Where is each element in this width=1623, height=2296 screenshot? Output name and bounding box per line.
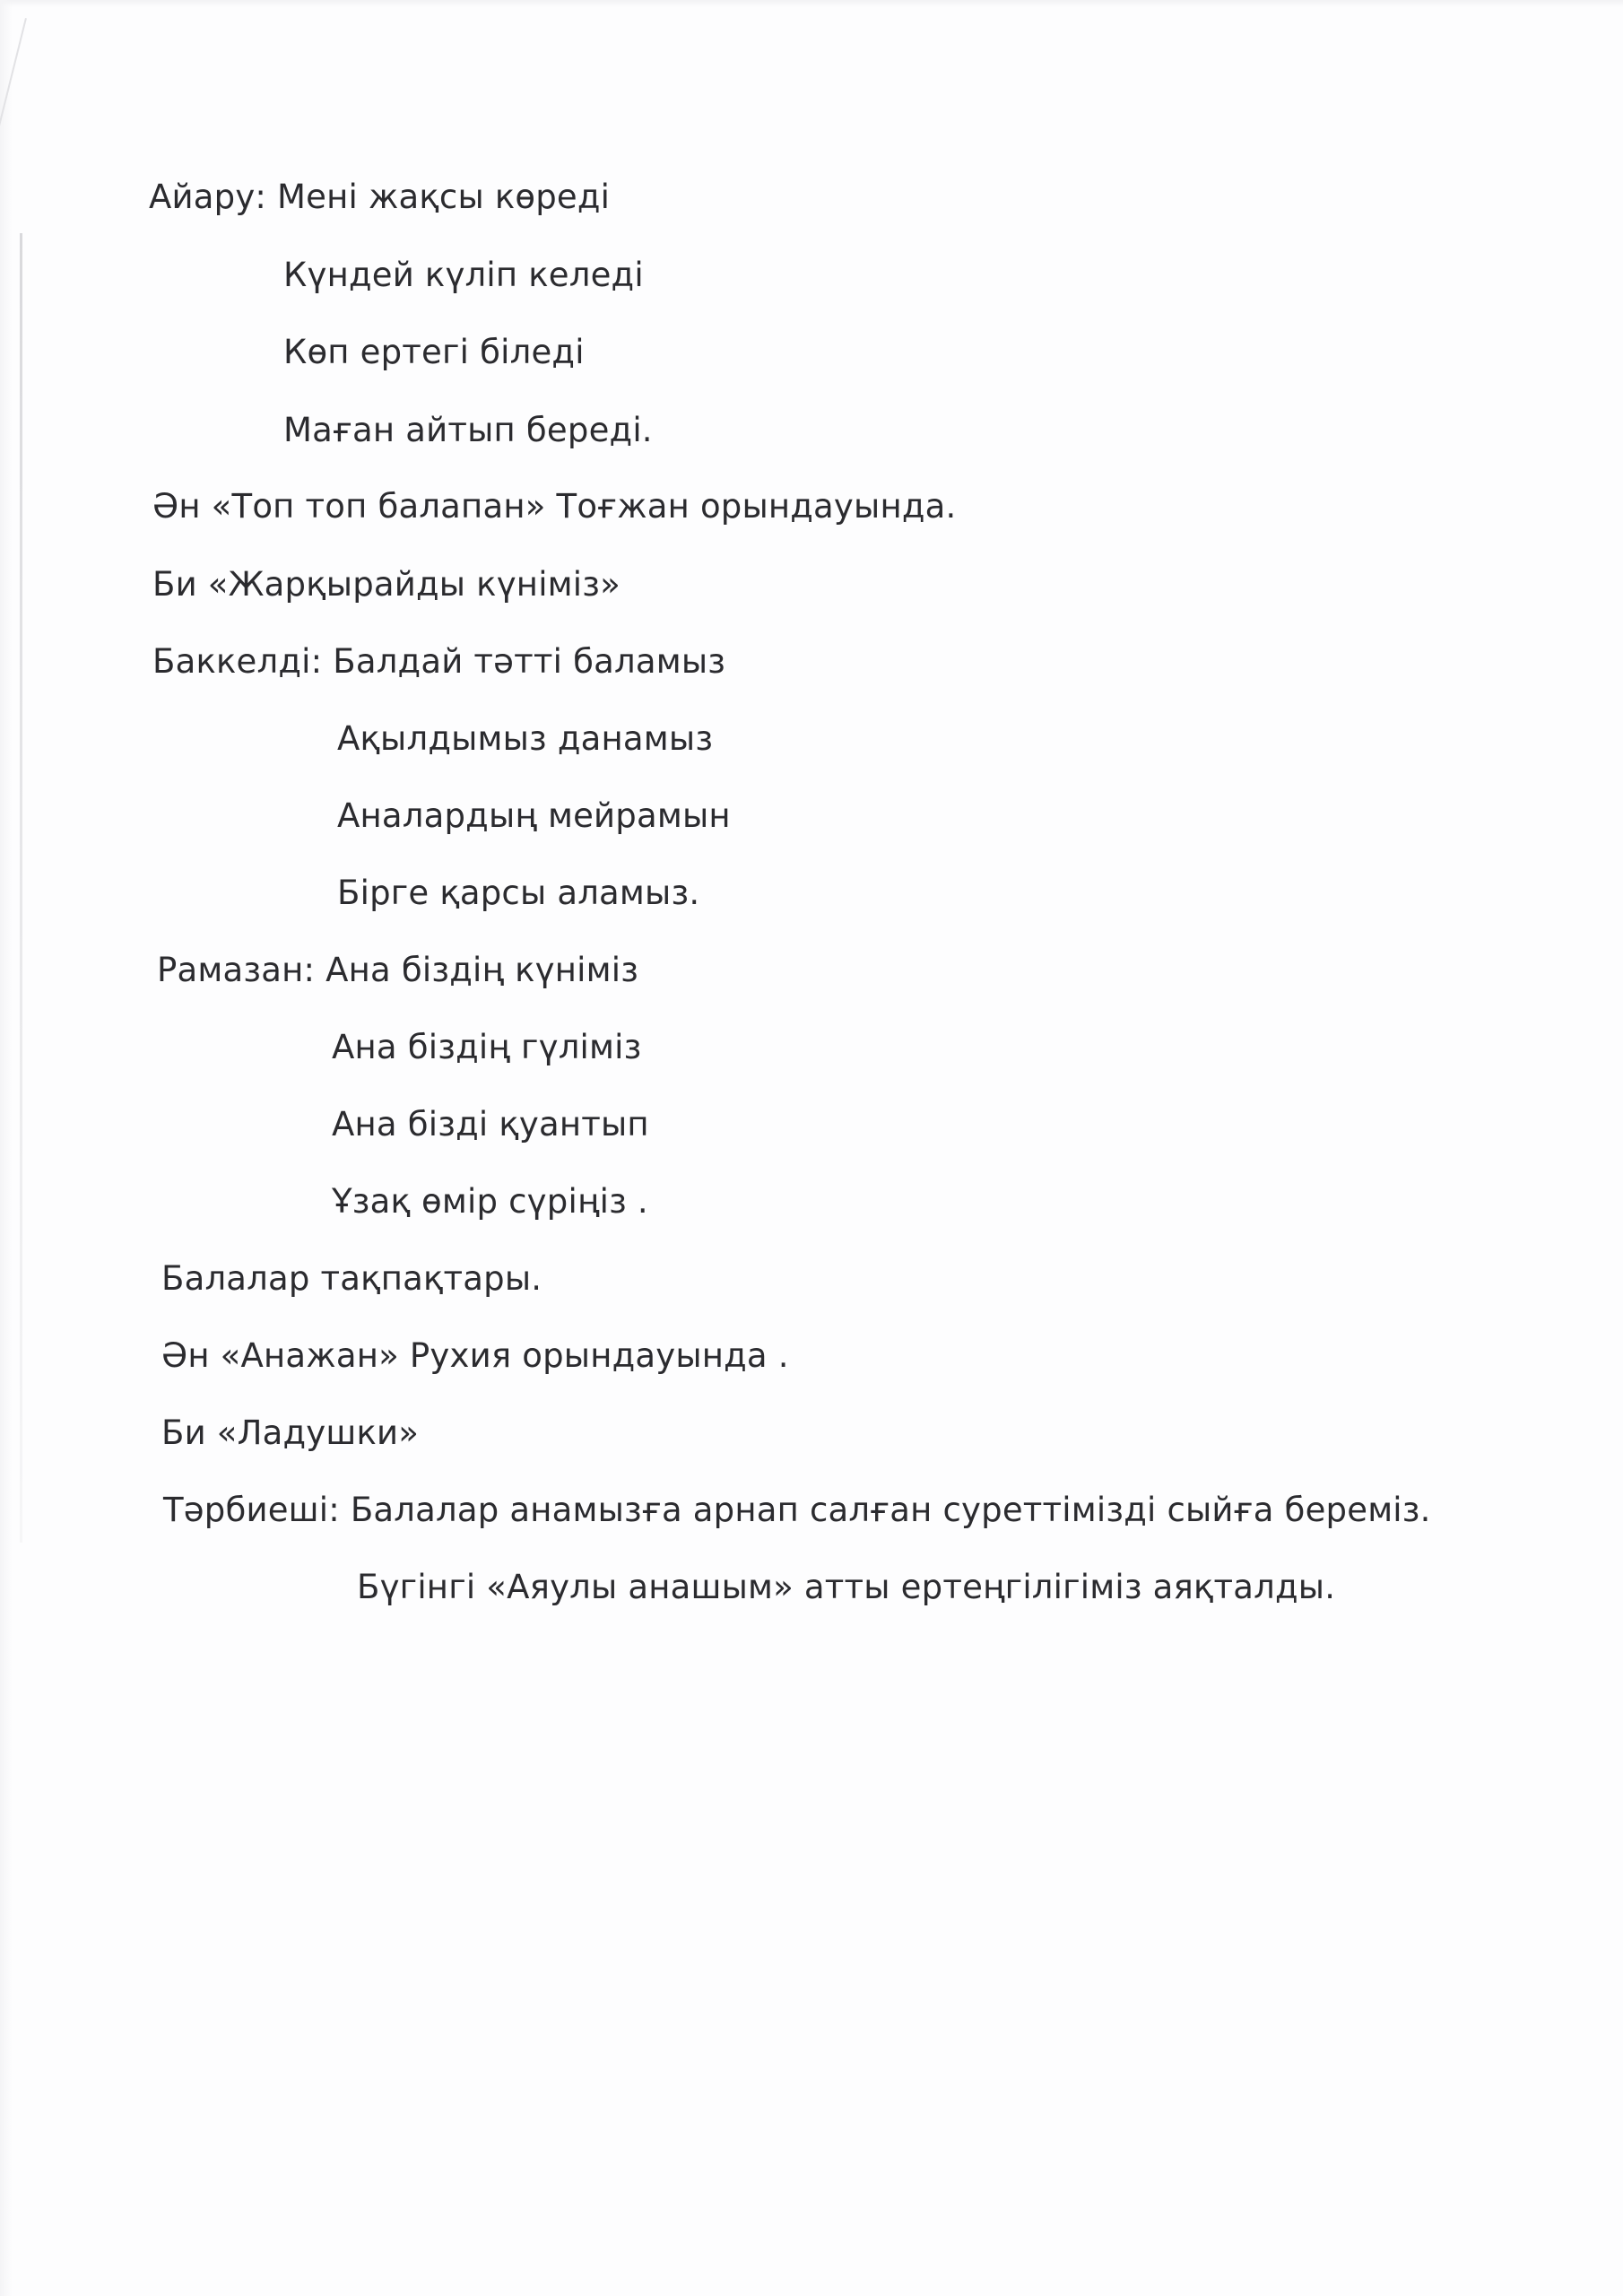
closing-line: Бүгінгі «Аяулы анашым» атты ертеңгілігіміз аяқталды. xyxy=(357,1568,1336,1606)
verse-line: Ана бізді қуантып xyxy=(332,1105,649,1144)
verse-line: Ұзақ өмір сүріңіз . xyxy=(332,1182,648,1221)
verse-line: Аналардың мейрамын xyxy=(337,796,731,835)
scan-edge-left xyxy=(0,0,13,2296)
speaker-line-ramazan: Рамазан: Ана біздің күніміз xyxy=(157,951,639,989)
speaker-line-bakkeldi: Баккелді: Балдай тәтті баламыз xyxy=(152,642,726,681)
verse-line: Ана біздің гүліміз xyxy=(332,1028,642,1066)
program-item-dance: Би «Жарқырайды күніміз» xyxy=(152,565,621,604)
verse-line: Көп ертегі біледі xyxy=(283,333,585,371)
verse-line: Маған айтып береді. xyxy=(283,411,653,449)
verse-line: Күндей күліп келеді xyxy=(283,256,644,294)
verse-line: Бірге қарсы аламыз. xyxy=(337,874,700,912)
program-item-dance: Би «Ладушки» xyxy=(161,1413,420,1452)
program-item-song: Ән «Топ топ балапан» Тоғжан орындауында. xyxy=(152,487,957,526)
program-item-recitations: Балалар тақпақтары. xyxy=(161,1259,542,1298)
program-item-song: Ән «Анажан» Рухия орындауында . xyxy=(161,1336,789,1375)
verse-line: Ақылдымыз данамыз xyxy=(337,719,714,758)
scan-streak xyxy=(20,233,22,1543)
speaker-line-teacher: Тәрбиеші: Балалар анамызға арнап салған суреттімізді сыйға береміз. xyxy=(163,1491,1431,1529)
speaker-line-aiaru: Айару: Мені жақсы көреді xyxy=(149,178,611,216)
scan-edge-top xyxy=(0,0,1623,7)
